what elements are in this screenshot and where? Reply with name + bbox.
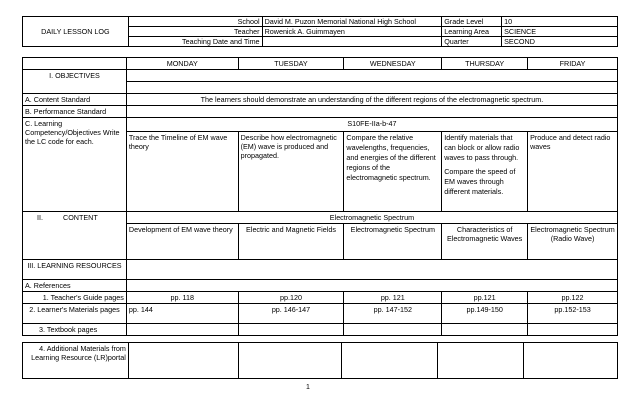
lm-label: 2. Learner's Materials pages xyxy=(23,304,127,324)
content-tuesday: Electric and Magnetic Fields xyxy=(238,224,344,260)
quarter-label: Quarter xyxy=(442,37,502,47)
day-friday: FRIDAY xyxy=(528,58,618,70)
textbook-tuesday xyxy=(238,324,344,336)
lm-wednesday: pp. 147-152 xyxy=(344,304,442,324)
content-topic: Electromagnetic Spectrum xyxy=(126,212,617,224)
objective-monday: Trace the Timeline of EM wave theory xyxy=(126,132,238,212)
tg-thursday: pp.121 xyxy=(442,292,528,304)
date-label: Teaching Date and Time xyxy=(128,37,262,47)
day-thursday: THURSDAY xyxy=(442,58,528,70)
textbook-monday xyxy=(126,324,238,336)
textbook-label: 3. Textbook pages xyxy=(39,325,98,334)
teacher-label: Teacher xyxy=(128,27,262,37)
performance-standard-label: B. Performance Standard xyxy=(23,106,127,118)
textbook-label-cell xyxy=(23,324,127,336)
header-table xyxy=(22,16,618,47)
teacher-value: Rowenick A. Guimmayen xyxy=(262,27,442,37)
competency-code: S10FE-IIa-b-47 xyxy=(126,118,617,132)
school-label: School xyxy=(128,17,262,27)
content-friday: Electromagnetic Spectrum (Radio Wave) xyxy=(528,224,618,260)
quarter-value: SECOND xyxy=(502,37,618,47)
school-value: David M. Puzon Memorial National High School xyxy=(262,17,442,27)
objectives-blank-1 xyxy=(126,70,617,82)
additional-friday xyxy=(524,343,618,379)
competency-label: C. Learning Competency/Objectives Write the LC code for each. xyxy=(23,118,127,212)
content-standard-text: The learners should demonstrate an understanding of the different regions of the electromagnetic spectrum. xyxy=(126,94,617,106)
references-blank xyxy=(126,280,617,292)
objective-wednesday: Compare the relative wavelengths, frequencies, and energies of the different regions of the electromagnetic spectrum. xyxy=(344,132,442,212)
textbook-thursday xyxy=(442,324,528,336)
content-label-cell xyxy=(23,212,127,260)
additional-label: 4. Additional Materials from Learning Resource (LR)portal xyxy=(23,343,129,379)
lm-tuesday: pp. 146-147 xyxy=(238,304,344,324)
lm-friday: pp.152-153 xyxy=(528,304,618,324)
lm-thursday: pp.149-150 xyxy=(442,304,528,324)
tg-wednesday: pp. 121 xyxy=(344,292,442,304)
page-title: DAILY LESSON LOG xyxy=(23,17,129,47)
grade-value: 10 xyxy=(502,17,618,27)
page-number: 1 xyxy=(306,384,310,391)
content-thursday: Characteristics of Electromagnetic Waves xyxy=(442,224,528,260)
day-monday: MONDAY xyxy=(126,58,238,70)
content-num: II. xyxy=(37,213,43,222)
textbook-wednesday xyxy=(344,324,442,336)
objective-thursday-2: Compare the speed of EM waves through different materials. xyxy=(444,167,516,196)
tg-label: 1. Teacher's Guide pages xyxy=(23,292,127,304)
tg-monday: pp. 118 xyxy=(126,292,238,304)
content-standard-label: A. Content Standard xyxy=(23,94,127,106)
additional-materials-table xyxy=(22,342,618,379)
content-monday: Development of EM wave theory xyxy=(126,224,238,260)
tg-friday: pp.122 xyxy=(528,292,618,304)
day-tuesday: TUESDAY xyxy=(238,58,344,70)
corner-cell xyxy=(23,58,127,70)
textbook-friday xyxy=(528,324,618,336)
day-wednesday: WEDNESDAY xyxy=(344,58,442,70)
references-label: A. References xyxy=(23,280,127,292)
resources-blank xyxy=(126,260,617,280)
content-label: CONTENT xyxy=(63,213,98,222)
additional-monday xyxy=(128,343,238,379)
performance-standard-text xyxy=(126,106,617,118)
content-wednesday: Electromagnetic Spectrum xyxy=(344,224,442,260)
tg-tuesday: pp.120 xyxy=(238,292,344,304)
additional-thursday xyxy=(438,343,524,379)
objectives-blank-2 xyxy=(126,82,617,94)
objective-thursday xyxy=(442,132,528,212)
objective-thursday-1: Identify materials that can block or allow radio waves to pass through. xyxy=(444,133,520,162)
objective-friday: Produce and detect radio waves xyxy=(528,132,618,212)
date-value xyxy=(262,37,442,47)
additional-tuesday xyxy=(238,343,342,379)
area-label: Learning Area xyxy=(442,27,502,37)
grade-label: Grade Level xyxy=(442,17,502,27)
objective-tuesday: Describe how electromagnetic (EM) wave is produced and propagated. xyxy=(238,132,344,212)
additional-wednesday xyxy=(342,343,438,379)
lm-monday: pp. 144 xyxy=(126,304,238,324)
area-value: SCIENCE xyxy=(502,27,618,37)
main-table xyxy=(22,57,618,336)
objectives-label: I. OBJECTIVES xyxy=(23,70,127,94)
resources-label: III. LEARNING RESOURCES xyxy=(23,260,127,280)
